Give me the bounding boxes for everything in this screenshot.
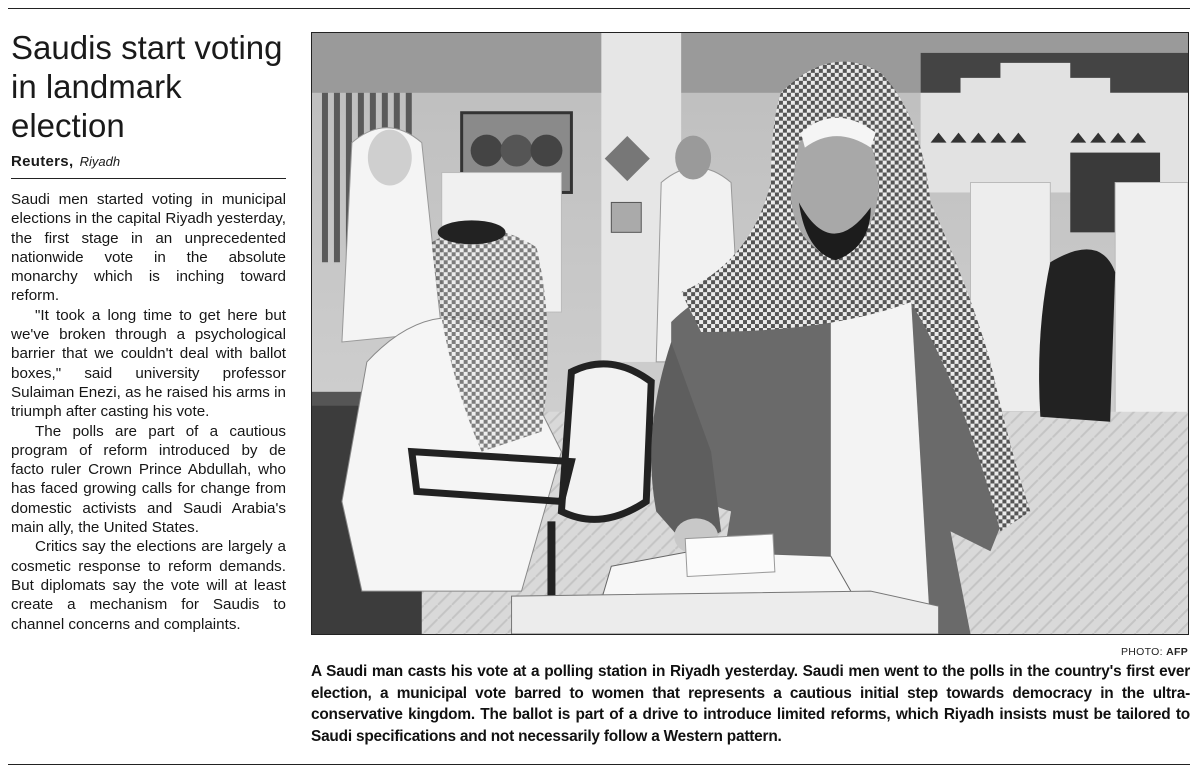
top-rule [8, 8, 1190, 9]
byline-location: Riyadh [79, 154, 121, 169]
photo-credit-source: AFP [1166, 646, 1188, 658]
article-paragraph: Saudi men started voting in municipal elections in the capital Riyadh yesterday, the first stage in an unprecedented nationwide vote in the absolute monarchy which is inching toward reform. [11, 191, 286, 305]
byline-agency: Reuters, [11, 153, 74, 170]
article-body [11, 190, 286, 634]
photo-credit [1121, 646, 1188, 658]
news-photo [311, 32, 1189, 635]
bottom-rule [8, 764, 1190, 765]
photo-illustration [312, 33, 1188, 634]
photo-caption: A Saudi man casts his vote at a polling station in Riyadh yesterday. Saudi men went to the polls in the country's first ever election, a municipal vote barred to women that represents a cautious initial step towards democracy in the ultra-conservative kingdom. The ballot is part of a drive to introduce limited reforms, which Riyadh insists must be tailored to Saudi specifications and not necessarily follow a Western pattern. [311, 663, 1190, 745]
article-paragraph: The polls are part of a cautious program of reform introduced by de facto ruler Crown Prince Abdullah, who has faced growing calls for change from domestic activists and Saudi Arabia's main ally, the United States. [11, 422, 286, 537]
headline: Saudis start voting in landmark election [11, 29, 283, 144]
photo-credit-label: PHOTO: [1121, 646, 1163, 658]
byline [11, 152, 286, 179]
article-paragraph: "It took a long time to get here but we've broken through a psychological barrier that we couldn't deal with ballot boxes," said university professor Sulaiman Enezi, as he raised his arms in triumph after casting his vote. [11, 306, 286, 421]
article-paragraph: Critics say the elections are largely a cosmetic response to reform demands. But diplomats say the vote will at least create a mechanism for Saudis to channel concerns and complaints. [11, 538, 286, 633]
